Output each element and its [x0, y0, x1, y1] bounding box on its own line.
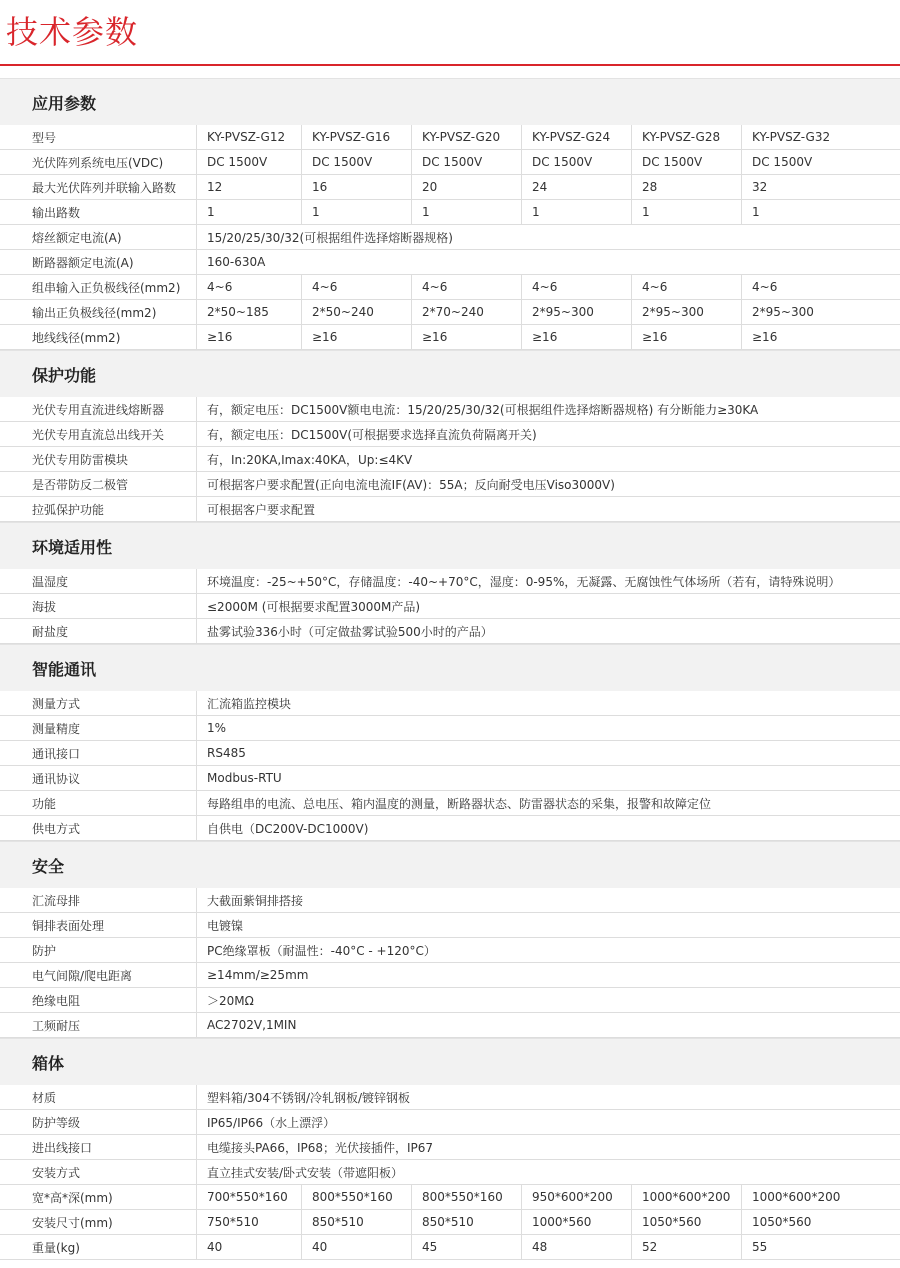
spec-row: [0, 1135, 900, 1160]
spec-value-cell: 1: [631, 200, 741, 224]
spec-values: [196, 225, 900, 249]
spec-values: [196, 741, 900, 765]
spec-value-span: Modbus-RTU: [196, 766, 868, 790]
spec-row: [0, 569, 900, 594]
spec-value-cell: KY-PVSZ-G12: [196, 125, 301, 149]
spec-value-span: ≤2000M (可根据要求配置3000M产品): [196, 594, 868, 618]
spec-label: 是否带防反二极管: [32, 477, 129, 492]
spec-label: 工频耐压: [32, 1018, 81, 1033]
spec-values: [196, 569, 900, 593]
spec-row: [0, 963, 900, 988]
spec-label: 断路器额定电流(A): [32, 255, 134, 270]
spec-value-cell: 4~6: [301, 275, 411, 299]
spec-values: [196, 150, 900, 174]
spec-value-span: IP65/IP66（水上漂浮）: [196, 1110, 868, 1134]
spec-value-cell: 2*50~185: [196, 300, 301, 324]
section-header: 安全: [0, 841, 900, 888]
spec-values: [196, 1160, 900, 1184]
spec-value-cell: DC 1500V: [301, 150, 411, 174]
spec-value-cell: 4~6: [196, 275, 301, 299]
spec-label: 安装方式: [32, 1165, 81, 1180]
spec-value-cell: 40: [196, 1235, 301, 1259]
spec-row: [0, 791, 900, 816]
spec-value-cell: KY-PVSZ-G28: [631, 125, 741, 149]
spec-value-cell: KY-PVSZ-G24: [521, 125, 631, 149]
title-divider: [0, 64, 900, 66]
spec-row: [0, 397, 900, 422]
spec-value-cell: 1: [411, 200, 521, 224]
spec-value-cell: 850*510: [411, 1210, 521, 1234]
spec-value-span: 160-630A: [196, 250, 868, 274]
spec-value-cell: 850*510: [301, 1210, 411, 1234]
spec-value-span: 大截面紫铜排搭接: [196, 888, 868, 912]
spec-value-span: 可根据客户要求配置: [196, 497, 868, 521]
spec-label: 光伏专用直流进线熔断器: [32, 402, 165, 417]
spec-values: [196, 988, 900, 1012]
spec-row: [0, 150, 900, 175]
spec-label: 汇流母排: [32, 893, 81, 908]
spec-value-span: 有，In:20KA,Imax:40KA，Up:≤4KV: [196, 447, 868, 471]
spec-value-span: 有，额定电压：DC1500V额电电流：15/20/25/30/32(可根据组件选择熔断器规格) 有分断能力≥30KA: [196, 397, 868, 421]
spec-value-cell: 1000*600*200: [631, 1185, 741, 1209]
spec-row: [0, 913, 900, 938]
spec-value-cell: 45: [411, 1235, 521, 1259]
spec-row: [0, 1160, 900, 1185]
spec-values: [196, 938, 900, 962]
spec-label: 最大光伏阵列并联输入路数: [32, 180, 177, 195]
spec-values: [196, 1135, 900, 1159]
spec-value-cell: 2*70~240: [411, 300, 521, 324]
spec-value-cell: 950*600*200: [521, 1185, 631, 1209]
spec-values: [196, 397, 900, 421]
spec-label: 重量(kg): [32, 1240, 80, 1255]
spec-row: [0, 1013, 900, 1038]
spec-value-cell: ≥16: [411, 325, 521, 349]
spec-value-span: 盐雾试验336小时（可定做盐雾试验500小时的产品）: [196, 619, 868, 643]
spec-table: [0, 78, 900, 1260]
spec-label: 防护: [32, 943, 57, 958]
spec-row: [0, 816, 900, 841]
page-title: 技术参数: [6, 13, 139, 51]
spec-value-cell: 28: [631, 175, 741, 199]
spec-value-cell: 1: [521, 200, 631, 224]
spec-value-cell: 2*95~300: [631, 300, 741, 324]
spec-value-cell: 2*50~240: [301, 300, 411, 324]
spec-values: [196, 422, 900, 446]
spec-row: [0, 1210, 900, 1235]
spec-label: 防护等级: [32, 1115, 81, 1130]
spec-values: [196, 1185, 900, 1209]
spec-label: 温湿度: [32, 574, 69, 589]
spec-row: [0, 275, 900, 300]
spec-label: 型号: [32, 130, 57, 145]
spec-label: 绝缘电阻: [32, 993, 81, 1008]
spec-value-cell: DC 1500V: [741, 150, 851, 174]
spec-row: [0, 200, 900, 225]
spec-values: [196, 913, 900, 937]
spec-values: [196, 175, 900, 199]
spec-label: 电气间隙/爬电距离: [32, 968, 133, 983]
spec-values: [196, 250, 900, 274]
spec-values: [196, 716, 900, 740]
spec-value-span: 可根据客户要求配置(正向电流电流IF(AV)：55A；反向耐受电压Viso3000V): [196, 472, 868, 496]
spec-value-span: AC2702V,1MIN: [196, 1013, 868, 1037]
spec-value-cell: 4~6: [411, 275, 521, 299]
spec-value-cell: DC 1500V: [521, 150, 631, 174]
spec-value-cell: 55: [741, 1235, 851, 1259]
spec-value-span: PC绝缘罩板（耐温性：-40°C - +120°C）: [196, 938, 868, 962]
spec-value-cell: ≥16: [301, 325, 411, 349]
spec-values: [196, 619, 900, 643]
spec-row: [0, 175, 900, 200]
spec-values: [196, 1110, 900, 1134]
spec-value-span: RS485: [196, 741, 868, 765]
spec-row: [0, 691, 900, 716]
section-header: 箱体: [0, 1038, 900, 1085]
spec-value-span: 自供电（DC200V-DC1000V): [196, 816, 868, 840]
spec-label: 通讯协议: [32, 771, 81, 786]
spec-value-cell: 1000*560: [521, 1210, 631, 1234]
spec-values: [196, 300, 900, 324]
spec-row: [0, 988, 900, 1013]
spec-row: [0, 250, 900, 275]
spec-label: 光伏阵列系统电压(VDC): [32, 155, 164, 170]
spec-value-cell: DC 1500V: [196, 150, 301, 174]
spec-value-cell: 750*510: [196, 1210, 301, 1234]
spec-row: [0, 766, 900, 791]
spec-value-span: 每路组串的电流、总电压、箱内温度的测量，断路器状态、防雷器状态的采集，报警和故障定位: [196, 791, 868, 815]
spec-value-cell: 700*550*160: [196, 1185, 301, 1209]
spec-row: [0, 716, 900, 741]
spec-value-cell: 52: [631, 1235, 741, 1259]
spec-values: [196, 1013, 900, 1037]
spec-label: 地线线径(mm2): [32, 330, 121, 345]
spec-value-span: 直立挂式安装/卧式安装（带遮阳板）: [196, 1160, 868, 1184]
spec-row: [0, 1085, 900, 1110]
spec-label: 测量方式: [32, 696, 81, 711]
spec-row: [0, 472, 900, 497]
spec-value-cell: 20: [411, 175, 521, 199]
spec-value-cell: ≥16: [741, 325, 851, 349]
spec-value-cell: 4~6: [741, 275, 851, 299]
spec-value-cell: 16: [301, 175, 411, 199]
spec-value-cell: DC 1500V: [631, 150, 741, 174]
spec-values: [196, 472, 900, 496]
spec-row: [0, 888, 900, 913]
spec-value-cell: KY-PVSZ-G16: [301, 125, 411, 149]
spec-values: [196, 497, 900, 521]
spec-value-span: 有，额定电压：DC1500V(可根据要求选择直流负荷隔离开关): [196, 422, 868, 446]
spec-values: [196, 888, 900, 912]
spec-value-span: 电缆接头PA66，IP68；光伏接插件，IP67: [196, 1135, 868, 1159]
spec-value-cell: 1: [741, 200, 851, 224]
spec-values: [196, 1085, 900, 1109]
spec-label: 熔丝额定电流(A): [32, 230, 122, 245]
spec-value-cell: ≥16: [631, 325, 741, 349]
spec-value-cell: 32: [741, 175, 851, 199]
spec-value-cell: 40: [301, 1235, 411, 1259]
spec-label: 安装尺寸(mm): [32, 1215, 113, 1230]
spec-values: [196, 125, 900, 149]
spec-value-cell: 1: [196, 200, 301, 224]
spec-value-cell: KY-PVSZ-G32: [741, 125, 851, 149]
spec-value-cell: ≥16: [196, 325, 301, 349]
spec-value-cell: 1050*560: [741, 1210, 851, 1234]
spec-values: [196, 691, 900, 715]
spec-row: [0, 325, 900, 350]
section-header: 智能通讯: [0, 644, 900, 691]
spec-values: [196, 447, 900, 471]
spec-values: [196, 963, 900, 987]
section-header: 环境适用性: [0, 522, 900, 569]
spec-label: 宽*高*深(mm): [32, 1190, 113, 1205]
spec-value-cell: 4~6: [631, 275, 741, 299]
spec-values: [196, 816, 900, 840]
spec-value-cell: 4~6: [521, 275, 631, 299]
spec-label: 光伏专用直流总出线开关: [32, 427, 165, 442]
spec-label: 光伏专用防雷模块: [32, 452, 129, 467]
spec-value-cell: KY-PVSZ-G20: [411, 125, 521, 149]
spec-values: [196, 1235, 900, 1259]
spec-label: 组串输入正负极线径(mm2): [32, 280, 181, 295]
spec-value-span: ＞20MΩ: [196, 988, 868, 1012]
spec-row: [0, 422, 900, 447]
section-header: 应用参数: [0, 78, 900, 125]
spec-value-cell: 1000*600*200: [741, 1185, 851, 1209]
spec-value-cell: 1050*560: [631, 1210, 741, 1234]
spec-row: [0, 594, 900, 619]
spec-label: 进出线接口: [32, 1140, 93, 1155]
spec-row: [0, 447, 900, 472]
spec-value-cell: 800*550*160: [301, 1185, 411, 1209]
spec-label: 海拔: [32, 599, 57, 614]
spec-value-span: 环境温度：-25~+50°C，存储温度：-40~+70°C，湿度：0-95%，无凝露、无腐蚀性气体场所（若有，请特殊说明）: [196, 569, 868, 593]
section-header: 保护功能: [0, 350, 900, 397]
spec-value-cell: 2*95~300: [521, 300, 631, 324]
spec-values: [196, 594, 900, 618]
spec-value-span: 15/20/25/30/32(可根据组件选择熔断器规格): [196, 225, 868, 249]
spec-value-cell: 800*550*160: [411, 1185, 521, 1209]
spec-value-cell: 1: [301, 200, 411, 224]
spec-row: [0, 1185, 900, 1210]
spec-label: 耐盐度: [32, 624, 69, 639]
spec-value-cell: 12: [196, 175, 301, 199]
spec-label: 输出路数: [32, 205, 81, 220]
spec-value-cell: 2*95~300: [741, 300, 851, 324]
spec-row: [0, 619, 900, 644]
spec-label: 测量精度: [32, 721, 81, 736]
spec-values: [196, 200, 900, 224]
spec-value-span: 电镀镍: [196, 913, 868, 937]
spec-row: [0, 741, 900, 766]
spec-values: [196, 791, 900, 815]
spec-row: [0, 938, 900, 963]
spec-values: [196, 766, 900, 790]
spec-value-span: ≥14mm/≥25mm: [196, 963, 868, 987]
spec-row: [0, 125, 900, 150]
spec-value-cell: DC 1500V: [411, 150, 521, 174]
spec-row: [0, 225, 900, 250]
spec-value-span: 1%: [196, 716, 868, 740]
spec-value-cell: 48: [521, 1235, 631, 1259]
spec-row: [0, 300, 900, 325]
spec-label: 铜排表面处理: [32, 918, 105, 933]
spec-value-span: 塑料箱/304不锈钢/冷轧钢板/镀锌钢板: [196, 1085, 868, 1109]
spec-value-cell: ≥16: [521, 325, 631, 349]
spec-label: 拉弧保护功能: [32, 502, 105, 517]
spec-row: [0, 1110, 900, 1135]
spec-values: [196, 325, 900, 349]
spec-value-cell: 24: [521, 175, 631, 199]
spec-values: [196, 1210, 900, 1234]
spec-label: 材质: [32, 1090, 57, 1105]
spec-value-span: 汇流箱监控模块: [196, 691, 868, 715]
spec-row: [0, 497, 900, 522]
spec-label: 功能: [32, 796, 57, 811]
spec-label: 输出正负极线径(mm2): [32, 305, 157, 320]
spec-values: [196, 275, 900, 299]
spec-row: [0, 1235, 900, 1260]
spec-label: 通讯接口: [32, 746, 81, 761]
spec-label: 供电方式: [32, 821, 81, 836]
